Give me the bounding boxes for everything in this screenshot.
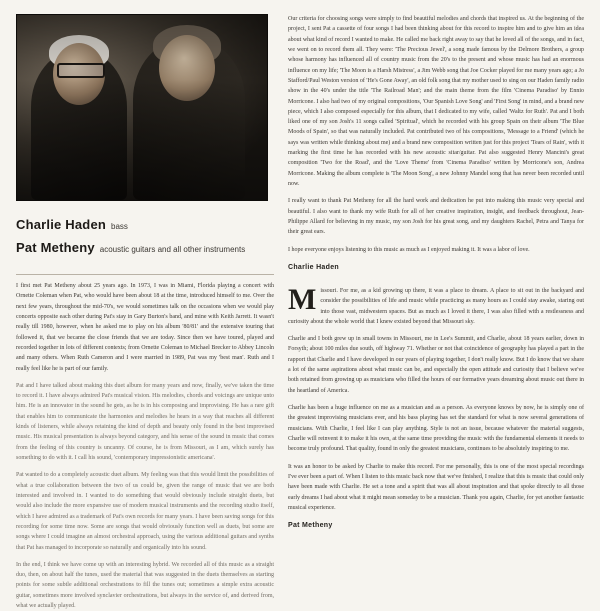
paragraph: I hope everyone enjoys listening to this music as much as I enjoyed making it. It was a labor of love. — [288, 246, 530, 253]
credit-role: acoustic guitars and all other instruments — [99, 245, 246, 254]
signature-charlie-haden: Charlie Haden — [288, 263, 339, 271]
credit-name: Charlie Haden — [16, 217, 107, 232]
credit-role: bass — [111, 222, 128, 231]
metheny-notes-text — [288, 282, 584, 327]
right-column — [288, 14, 584, 588]
credit-row — [16, 215, 274, 235]
signature-pat-metheny: Pat Metheny — [288, 522, 333, 530]
paragraph: I really want to thank Pat Metheny for all the hard work and dedication he put into making this music very special and beautiful. I also want to thank my wife Ruth for all of her creative inspiration, insight, and feedback throughout, Jean-Philippe Allard for believing in my music, my son Josh for his great song, and my daughters Rachel, Petra and Tanya for their great ears. — [288, 198, 584, 236]
paragraph: Pat wanted to do a completely acoustic duet album. My feeling was that this would limit the possibilities of what a true collaboration between the two of us could be, given the range of music that we are both interested and involved in. I wanted to do something that would obviously include straight duets, but would also include the more expansive use of modern musical instruments and the recording studio itself, which I have admired as a trademark of Pat's own records for many years. I have been saving songs for this recording for some time now. Some are songs that would obviously function well as duets, but some are songs where I could imagine an almost orchestral approach, using the various additional guitars and synths that Pat has managed to incorporate so naturally and organically into his sound. — [16, 472, 274, 551]
credit-row — [16, 238, 274, 258]
paragraph: issouri. For me, as a kid growing up there, it was a place to dream. A place to sit out in the backyard and consider the possibilities of life and music while practicing as many hours as I could stay awake, staring out into those vast, midwestern spaces. But as much as I loved it there, I was also filled with a restlessness and curiosity about the whole world that I knew existed beyond that Missouri sky. — [288, 287, 584, 325]
paragraph: Charlie and I both grew up in small towns in Missouri, me in Lee's Summit, and Charlie, about 18 years earlier, down in Forsyth; about 100 miles due south, off highway 71. Whether or not that coincidence of geography has played a part in the rapport that Charlie and I have developed in our years of playing together, I don't really know. But I do know that we share a lot of the same aspirations about what music can be, and especially the open attitude and curiosity that I believe we've both retained from growing up as musicians who filled the hours of our formative years dreaming about music out there in the heartland of America. — [288, 336, 584, 394]
paragraph: Pat and I have talked about making this duet album for many years and now, finally, we've taken the time to record it. I have always admired Pat's musical vision. His melodies, chords and voicings are unique unto him. He is an innovator in the sound he gets, as he is in his composing and improvising. He has a rare gift that enables him to communicate the harmonies and melodies he hears in a way that reaches all different kinds of listeners, while always retaining the kind of depth and beauty only found in the best improvised music. His musical presentation is always beyond category, and his sense of the sound in music that comes from the feeling of this country is uncanny. Of course, he is from Missouri, as I am, which surely has something to do with it. I call his sound, 'contemporary impressionistic americana'. — [16, 382, 274, 461]
divider — [16, 274, 274, 275]
haden-notes-text — [288, 14, 584, 532]
haden-intro-text — [16, 274, 274, 611]
paragraph: I first met Pat Metheny about 25 years ago. In 1973, I was in Miami, Florida playing a concert with Ornette Coleman when Pat, who would have been about 18 at the time, introduced himself to me. Over the next few years, throughout the mid-70's, we would sometimes talk on the occasions when we would play concerts opposite each other during Pat's stay in Gary Burton's band, and mine with Keith Jarrett. It wasn't really till 1980, however, when he asked me to play on his album '80/81' and the extensive touring that followed it, that we became the close friends that we are today. Since then we have toured, played and recorded together in lots of different contexts; from Ornette Coleman to Michael Brecker to Abbey Lincoln and many others. When Ruth Cameron and I were married in 1989, Pat was my 'best man'. Ruth and I really feel like he is part of our family. — [16, 283, 274, 372]
drop-cap: M — [288, 282, 317, 316]
paragraph: Charlie has been a huge influence on me as a musician and as a person. As everyone knows by now, he is simply one of the greatest improvising musicians ever, and his bass playing has set the standard for what is now several generations of musicians. With Charlie, I feel like I can play anything. Style is not an issue, because whatever the material suggests, Charlie will reinvent it to make it his own, at the same time providing the music with the fundamental elements it needs to become truly profound. That quality, found in only the greatest musicians, continues to be absolutely inspiring to me. — [288, 405, 584, 453]
credit-name: Pat Metheny — [16, 240, 95, 255]
paragraph: In the end, I think we have come up with an interesting hybrid. We recorded all of this music as a straight duo, then, on about half the tunes, used the material that was suggested in the duets themselves as starting points for some subtle additional orchestrations to fill the tunes out; sometimes a simple extra acoustic guitar, sometimes more involved synclavier orchestrations, but always in the service of, and derived from, what we actually played. — [16, 561, 274, 610]
artist-photo — [16, 14, 268, 201]
credits-block — [16, 215, 274, 258]
photo-vignette — [17, 15, 267, 200]
left-column — [16, 14, 274, 610]
paragraph: Our criteria for choosing songs were simply to find beautiful melodies and chords that inspired us. At the beginning of the project, I sent Pat a cassette of four songs I had been thinking about for this record to inspire him and to give him an idea about what kind of record I wanted to make. He called me back right away to say that he loved all of the songs, and in fact, we went on to record them all. They were: 'The Precious Jewel', a song made famous by the Delmore Brothers, a group whose harmony has influenced all of country music from the 20's to the present and whose music has had an enormous influence on my life; 'The Moon is a Harsh Mistress', a Jim Webb song that Joe Cocker played for me many years ago; a Jo Stafford/Paul Weston version of 'He's Gone Away', an old folk song that my mother used to sing on our Haden family radio show in the 40's under the title 'The Railroad Man'; and the main theme from the film 'Cinema Paradiso' by Ennio Morricone. I also had two of my original compositions, 'Our Spanish Love Song' and 'First Song' in mind, and a brand new piece, which I also composed especially for this album, that I dedicated to my wife, called 'Waltz for Ruth'. Pat and I both liked one of my son Josh's 11 songs called 'Spiritual', which he recorded with his group Spain on their album 'The Blue Moods of Spain', so that was naturally included. Pat contributed two of his compositions, 'Message to a Friend' (which he says was written while thinking about me) and a brand new composition written just for this project 'Tears of Rain', with it marking the first time he has recorded with his new acoustic sitar/guitar. Pat also suggested Henry Mancini's great composition 'Two for the Road', and the 'Love Theme' from 'Cinema Paradiso' written by Morricone's son, Andrea Morricone. Making the album complete is 'The Moon Song', a new Johnny Mandel song that has never been recorded until now. — [288, 16, 584, 187]
paragraph: It was an honor to be asked by Charlie to make this record. For me personally, this is one of the most special recordings I've ever been a part of. When I listen to this music back now that we've finished, I realize that this is music that could only have been made with Charlie. He set a tone and a spirit that was all about inspiration and that spoke directly to all those early dreams I had about what it might mean someday to be a musician. Thank you again, Charlie, for yet another fantastic musical experience. — [288, 463, 584, 511]
